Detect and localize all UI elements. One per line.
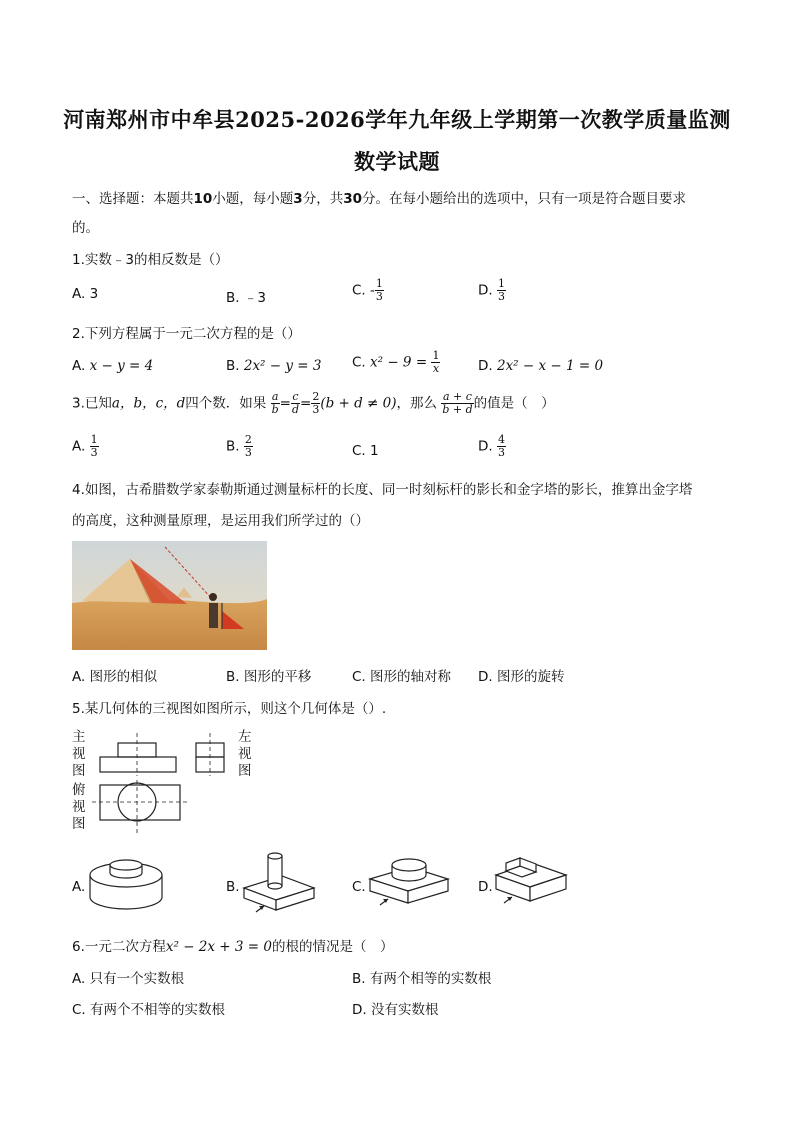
q5-option-c-figure xyxy=(364,853,454,913)
question-5-stem: 5.某几何体的三视图如图所示，则这个几何体是（）. xyxy=(72,701,387,717)
q3-option-c: C. 1 xyxy=(352,443,379,459)
q6-option-b: B. 有两个相等的实数根 xyxy=(352,971,492,987)
main-view-label: 主视图 xyxy=(72,729,86,779)
q6-option-a: A. 只有一个实数根 xyxy=(72,971,185,987)
question-3-stem: 3.已知a，b，c，d四个数．如果 $\frac{a}{b}$ = $\frac{c}{d}$ = $\frac{2}{3}$ (b + d ≠ 0)，那么 $\frac{a + c}{b + d}$ 的值是（ ） xyxy=(72,390,555,416)
question-1-stem: 1.实数﹣3的相反数是（） xyxy=(72,252,229,268)
question-2-stem: 2.下列方程属于一元二次方程的是（） xyxy=(72,326,301,342)
q1-option-c: C. - $\frac{1}{3}$ xyxy=(352,277,383,303)
q1-option-d: D. $\frac{1}{3}$ xyxy=(478,277,505,303)
left-view-label: 左视图 xyxy=(238,729,252,779)
q3-option-b: B. $\frac{2}{3}$ xyxy=(226,433,252,459)
q5-option-d-figure xyxy=(490,853,572,913)
q3-option-d: D. $\frac{4}{3}$ xyxy=(478,433,505,459)
q6-option-c: C. 有两个不相等的实数根 xyxy=(72,1002,226,1018)
three-view-drawing xyxy=(90,730,240,840)
q2-option-d: D. 2x² − x − 1 = 0 xyxy=(478,358,604,374)
q4-option-c: C. 图形的轴对称 xyxy=(352,669,452,685)
q1-option-a: A. 3 xyxy=(72,286,99,302)
question-6-stem: 6.一元二次方程x² − 2x + 3 = 0的根的情况是（ ） xyxy=(72,939,394,955)
q5-option-b-figure xyxy=(238,850,318,920)
q5-option-a-label: A. xyxy=(72,879,86,895)
q2-option-c: C. x² − 9 = $\frac{1}{x}$ xyxy=(352,349,440,375)
page-subtitle: 数学试题 xyxy=(354,149,440,174)
q5-option-b-label: B. xyxy=(226,879,240,895)
section-intro-end: 的。 xyxy=(72,220,99,236)
q5-option-a-figure xyxy=(86,855,166,915)
q1-option-b: B. ﹣3 xyxy=(226,290,266,306)
pyramid-illustration xyxy=(72,541,267,650)
question-4-stem-line1: 4.如图，古希腊数学家泰勒斯通过测量标杆的长度、同一时刻标杆的影长和金字塔的影长，推算出金字塔 xyxy=(72,482,693,498)
q4-option-d: D. 图形的旋转 xyxy=(478,669,565,685)
q5-option-d-label: D. xyxy=(478,879,493,895)
top-view-label: 俯视图 xyxy=(72,782,86,832)
page-title: 河南郑州市中牟县2025-2026学年九年级上学期第一次教学质量监测 xyxy=(63,107,731,132)
q5-option-c-label: C. xyxy=(352,879,366,895)
q4-option-b: B. 图形的平移 xyxy=(226,669,312,685)
question-4-stem-line2: 的高度，这种测量原理，是运用我们所学过的（） xyxy=(72,513,369,529)
q2-option-b: B. 2x² − y = 3 xyxy=(226,358,322,374)
q3-option-a: A. $\frac{1}{3}$ xyxy=(72,433,98,459)
q2-option-a: A. x − y = 4 xyxy=(72,358,154,374)
q4-option-a: A. 图形的相似 xyxy=(72,669,158,685)
q6-option-d: D. 没有实数根 xyxy=(352,1002,439,1018)
section-intro: 一、选择题：本题共10小题，每小题3分，共30分。在每小题给出的选项中，只有一项是符合题目要求 xyxy=(72,191,686,207)
